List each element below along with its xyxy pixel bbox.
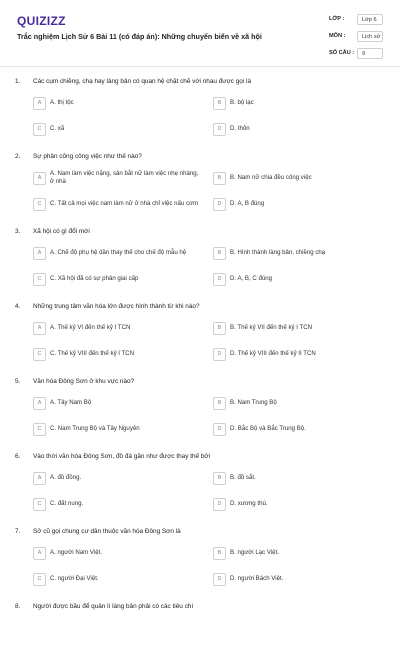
option-text: B. Nam Trung Bộ [230,399,277,407]
option-letter-box: A [33,397,46,410]
option-text: A. Thế kỷ VI đến thế kỷ I TCN [50,324,131,332]
answer-options [33,167,373,217]
option-text: A. Chế độ phụ hệ dần thay thế cho chế độ mẫu hệ [50,249,187,257]
option-letter-box: B [213,247,226,260]
question-item [0,147,400,222]
option-letter-box: B [213,322,226,335]
option-text: D. A, B đúng [230,200,265,208]
option-letter-box: C [33,498,46,511]
option-letter-box: C [33,273,46,286]
answer-option-b[interactable] [213,317,385,339]
question-text: Vào thời văn hóa Đông Sơn, đồ đá gần như được thay thế bởi [33,453,211,460]
option-text: D. người Bách Việt. [230,575,284,583]
answer-option-a[interactable] [33,92,205,114]
option-text: B. Hình thành làng bản, chiềng chạ [230,249,326,257]
option-letter-box: A [33,172,46,185]
answer-option-a[interactable] [33,167,205,189]
question-header [15,222,400,242]
meta-value-box: Lịch sử [357,31,383,42]
option-text: C. người Đại Việt. [50,575,99,583]
option-letter-box: C [33,198,46,211]
question-number: 5. [15,378,21,385]
question-number: 7. [15,528,21,535]
option-text: B. người Lạc Việt. [230,549,279,557]
answer-option-c[interactable] [33,418,205,440]
option-letter-box: C [33,573,46,586]
option-letter-box: D [213,423,226,436]
answer-options [33,542,373,592]
answer-options [33,242,373,292]
option-text: D. xương thú. [230,500,268,508]
answer-option-d[interactable] [213,118,385,140]
option-text: A. Nam làm việc nặng, sản bắt nữ làm việc nhẹ nhàng, ở nhà [50,170,199,185]
answer-option-a[interactable] [33,242,205,264]
question-item [0,597,400,672]
question-item [0,522,400,597]
option-text: D. A, B, C đúng [230,275,273,283]
answer-option-b[interactable] [213,167,385,189]
option-text: C. Tất cả mọi việc nam làm nữ ở nhà chỉ việc nấu cơm [50,200,199,208]
answer-option-c[interactable] [33,343,205,365]
option-letter-box: A [33,247,46,260]
option-text: C. đất nung. [50,500,84,508]
option-text: B. Nam nữ chia đều công việc [230,174,312,182]
option-letter-box: D [213,498,226,511]
question-number: 3. [15,228,21,235]
answer-option-d[interactable] [213,418,385,440]
answer-options [33,317,373,367]
question-number: 8. [15,603,21,610]
option-text: C. Thế kỷ VIII đến thế kỷ I TCN [50,350,135,358]
quizizz-logo: QUIZIZZ [17,14,66,28]
meta-class [329,14,385,28]
answer-option-a[interactable] [33,467,205,489]
meta-subject [329,31,385,45]
meta-label: SỐ CÂU : [329,50,355,56]
option-letter-box: A [33,322,46,335]
question-item [0,297,400,372]
option-text: B. Thế kỷ VII đến thế kỷ I TCN [230,324,313,332]
answer-option-a[interactable] [33,542,205,564]
option-text: D. Bắc Bộ và Bắc Trung Bộ. [230,425,306,433]
question-item [0,372,400,447]
answer-option-c[interactable] [33,193,205,215]
question-header [15,447,400,467]
question-text: Văn hóa Đông Sơn ở khu vực nào? [33,378,135,385]
question-header [15,522,400,542]
question-text: Sự phân công công việc như thế nào? [33,153,142,160]
option-letter-box: B [213,472,226,485]
option-letter-box: D [213,273,226,286]
option-text: C. Xã hội đã có sự phân giai cấp [50,275,139,283]
answer-options [33,467,373,517]
answer-option-b[interactable] [213,467,385,489]
option-letter-box: B [213,397,226,410]
answer-option-c[interactable] [33,493,205,515]
worksheet-meta [329,14,385,65]
option-letter-box: D [213,573,226,586]
question-number: 6. [15,453,21,460]
answer-option-d[interactable] [213,268,385,290]
option-letter-box: C [33,123,46,136]
answer-option-d[interactable] [213,493,385,515]
question-header [15,147,400,167]
answer-option-b[interactable] [213,242,385,264]
answer-option-d[interactable] [213,568,385,590]
answer-option-c[interactable] [33,568,205,590]
question-header [15,72,400,92]
answer-option-b[interactable] [213,542,385,564]
question-list [0,72,400,672]
option-letter-box: D [213,123,226,136]
answer-options [33,92,373,142]
question-number: 1. [15,78,21,85]
question-text: Xã hội có gì đổi mới [33,228,90,235]
option-letter-box: A [33,547,46,560]
option-text: D. Thế kỷ VIII đến thế kỷ II TCN [230,350,316,358]
option-text: A. Tây Nam Bộ [50,399,92,407]
option-text: A. đồ đồng. [50,474,82,482]
option-text: A. người Nam Việt. [50,549,102,557]
question-text: Sở cũ gọi chung cư dân thuộc văn hóa Đông Sơn là [33,528,181,535]
answer-option-a[interactable] [33,392,205,414]
option-letter-box: B [213,172,226,185]
option-letter-box: A [33,97,46,110]
option-letter-box: B [213,547,226,560]
answer-options [33,392,373,442]
question-item [0,222,400,297]
meta-value-box: Lớp 6 [357,14,383,25]
answer-option-b[interactable] [213,392,385,414]
answer-option-c[interactable] [33,268,205,290]
meta-label: MÔN : [329,33,346,39]
meta-value-box: 9 [357,48,383,59]
question-number: 4. [15,303,21,310]
answer-option-d[interactable] [213,193,385,215]
question-number: 2. [15,153,21,160]
meta-question-count [329,48,385,62]
option-letter-box: B [213,97,226,110]
answer-option-d[interactable] [213,343,385,365]
option-letter-box: A [33,472,46,485]
question-header [15,597,400,617]
answer-option-c[interactable] [33,118,205,140]
question-header [15,372,400,392]
question-header [15,297,400,317]
answer-option-a[interactable] [33,317,205,339]
option-text: C. Nam Trung Bộ và Tây Nguyên [50,425,140,433]
option-text: B. đồ sắt. [230,474,256,482]
option-text: C. xã [50,125,65,133]
question-text: Các cụm chiềng, chạ hay làng bản có quan hệ chặt chẽ với nhau được gọi là [33,78,252,85]
meta-label: LỚP : [329,16,345,22]
option-text: B. bộ lạc [230,99,254,107]
option-text: A. thị tộc [50,99,74,107]
answer-option-b[interactable] [213,92,385,114]
option-text: D. thôn [230,125,250,133]
question-text: Những trung tâm văn hóa lớn được hình thành từ khi nào? [33,303,200,310]
question-text: Người được bầu để quản lí làng bản phải có các tiêu chí [33,603,194,610]
worksheet-header [0,0,400,67]
option-letter-box: C [33,423,46,436]
option-letter-box: D [213,348,226,361]
option-letter-box: D [213,198,226,211]
question-item [0,72,400,147]
worksheet-title: Trắc nghiệm Lịch Sử 6 Bài 11 (có đáp án): Những chuyển biến về xã hội [17,32,262,41]
option-letter-box: C [33,348,46,361]
question-item [0,447,400,522]
